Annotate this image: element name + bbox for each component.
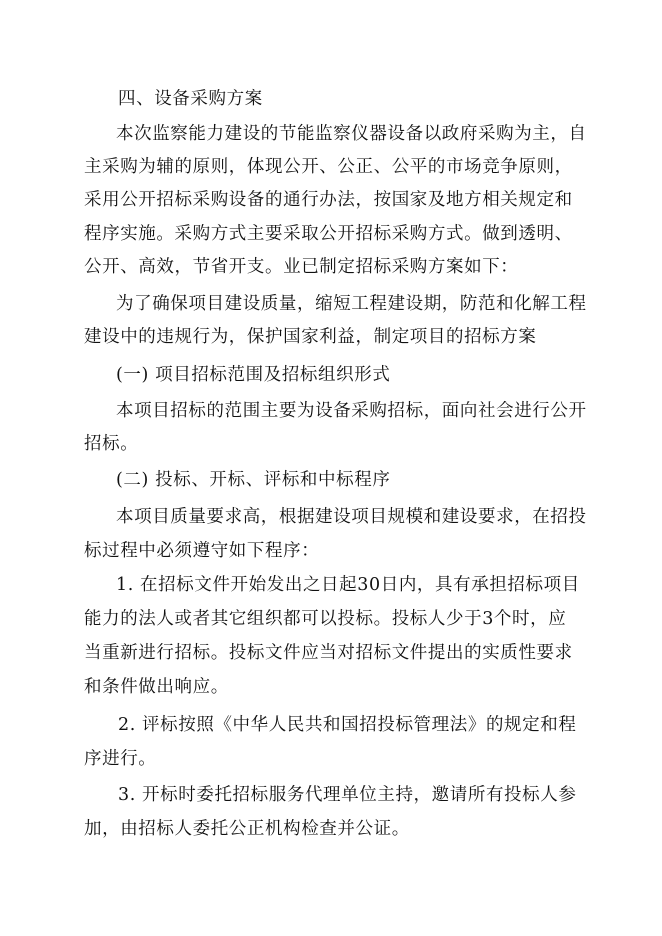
paragraph-line: 本项目质量要求高，根据建设项目规模和建设要求，在招投 (116, 507, 587, 527)
paragraph-line: 公开、高效，节省开支。业已制定招标采购方案如下： (84, 257, 519, 277)
paragraph-line: 主采购为辅的原则，体现公开、公正、公平的市场竞争原则， (84, 157, 573, 177)
subsection-heading: (二) 投标、开标、评标和中标程序 (116, 470, 391, 490)
list-item-2: 2. 评标按照《中华人民共和国招投标管理法》的规定和程 (118, 715, 577, 735)
paragraph-line: 当重新进行招标。投标文件应当对招标文件提出的实质性要求 (84, 643, 573, 663)
paragraph-line: 标过程中必须遵守如下程序： (84, 541, 320, 561)
section-heading: 四、设备采购方案 (118, 89, 263, 109)
list-item-3: 3. 开标时委托招标服务代理单位主持，邀请所有投标人参 (118, 785, 577, 805)
paragraph-line: 序进行。 (84, 749, 157, 769)
paragraph-line: 招标。 (84, 434, 139, 454)
paragraph-line: 采用公开招标采购设备的通行办法，按国家及地方相关规定和 (84, 190, 573, 210)
paragraph-line: 本项目招标的范围主要为设备采购招标，面向社会进行公开 (116, 401, 587, 421)
paragraph-line: 能力的法人或者其它组织都可以投标。投标人少于3个时，应 (84, 609, 567, 629)
paragraph-line: 加，由招标人委托公正机构检查并公证。 (84, 819, 410, 839)
subsection-heading: (一) 项目招标范围及招标组织形式 (116, 365, 391, 385)
paragraph-line: 为了确保项目建设质量，缩短工程建设期，防范和化解工程 (116, 294, 587, 314)
paragraph-line: 程序实施。采购方式主要采取公开招标采购方式。做到透明、 (84, 224, 573, 244)
paragraph-line: 和条件做出响应。 (84, 677, 229, 697)
paragraph-line: 建设中的违规行为，保护国家利益，制定项目的招标方案 (84, 327, 537, 347)
paragraph-line: 本次监察能力建设的节能监察仪器设备以政府采购为主，自 (116, 124, 587, 144)
list-item-1: 1. 在招标文件开始发出之日起30日内，具有承担招标项目 (116, 575, 580, 595)
